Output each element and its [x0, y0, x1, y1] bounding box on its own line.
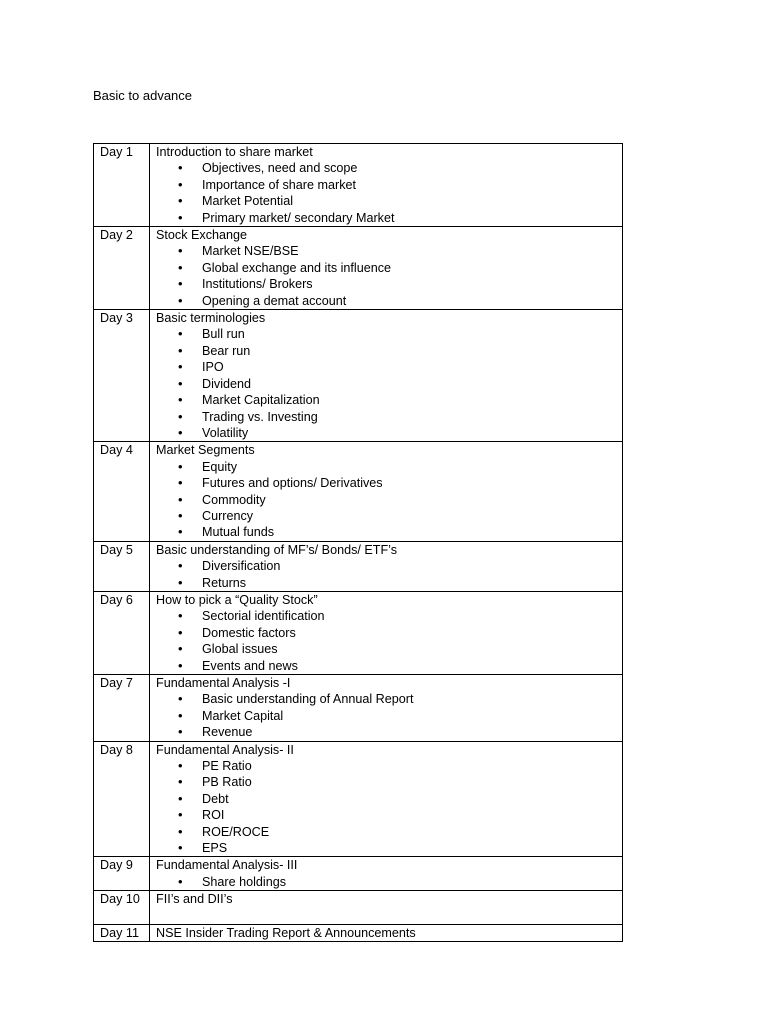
- day-cell: Day 9: [94, 857, 150, 891]
- list-item: • Market Potential: [156, 193, 618, 209]
- topic-cell: [150, 675, 623, 742]
- topic-heading: Market Segments: [156, 443, 255, 458]
- list-item: • ROI: [156, 807, 618, 823]
- document-title: Basic to advance: [93, 88, 193, 103]
- syllabus-table: [93, 143, 623, 942]
- list-item: • Revenue: [156, 724, 618, 740]
- day-cell: Day 8: [94, 741, 150, 857]
- list-item: • Dividend: [156, 376, 618, 392]
- topic-heading: NSE Insider Trading Report & Announcements: [156, 925, 416, 940]
- list-item: • Primary market/ secondary Market: [156, 210, 618, 226]
- list-item: • PE Ratio: [156, 758, 618, 774]
- list-item: • Importance of share market: [156, 177, 618, 193]
- bullet-list: [156, 326, 618, 441]
- topic-cell: [150, 541, 623, 591]
- list-item: • Commodity: [156, 492, 618, 508]
- topic-heading: Fundamental Analysis- II: [156, 742, 294, 757]
- list-item: • Market Capitalization: [156, 392, 618, 408]
- list-item: • Volatility: [156, 425, 618, 441]
- topic-cell: [150, 310, 623, 442]
- table-row: [94, 857, 623, 891]
- topic-cell: [150, 227, 623, 310]
- list-item: • Futures and options/ Derivatives: [156, 475, 618, 491]
- table-row: [94, 310, 623, 442]
- topic-heading: Fundamental Analysis -I: [156, 676, 291, 690]
- day-cell: Day 10: [94, 891, 150, 924]
- table-row: [94, 891, 623, 924]
- list-item: • Global exchange and its influence: [156, 260, 618, 276]
- table-row: [94, 591, 623, 674]
- list-item: • Opening a demat account: [156, 293, 618, 309]
- bullet-list: [156, 160, 618, 226]
- bullet-list: [156, 608, 618, 674]
- list-item: • Market NSE/BSE: [156, 243, 618, 259]
- bullet-list: [156, 758, 618, 856]
- topic-heading: Basic understanding of MF’s/ Bonds/ ETF’s: [156, 542, 398, 557]
- list-item: • Trading vs. Investing: [156, 409, 618, 425]
- list-item: • Equity: [156, 459, 618, 475]
- topic-cell: [150, 442, 623, 541]
- list-item: • Currency: [156, 508, 618, 524]
- topic-cell: [150, 924, 623, 941]
- list-item: • Global issues: [156, 641, 618, 657]
- topic-cell: [150, 591, 623, 674]
- topic-heading: Introduction to share market: [156, 145, 313, 159]
- table-row: [94, 675, 623, 742]
- day-cell: Day 11: [94, 924, 150, 941]
- day-cell: Day 4: [94, 442, 150, 541]
- list-item: • Market Capital: [156, 708, 618, 724]
- syllabus-table-body: [94, 144, 623, 942]
- table-row: [94, 227, 623, 310]
- day-cell: Day 6: [94, 591, 150, 674]
- day-cell: Day 1: [94, 144, 150, 227]
- bullet-list: [156, 558, 618, 591]
- list-item: • PB Ratio: [156, 774, 618, 790]
- day-cell: Day 2: [94, 227, 150, 310]
- bullet-list: [156, 874, 618, 890]
- list-item: • IPO: [156, 359, 618, 375]
- list-item: • EPS: [156, 840, 618, 856]
- list-item: • Institutions/ Brokers: [156, 276, 618, 292]
- topic-cell: [150, 144, 623, 227]
- list-item: • Basic understanding of Annual Report: [156, 691, 618, 707]
- topic-cell: [150, 891, 623, 924]
- table-row: [94, 442, 623, 541]
- topic-heading: FII’s and DII’s: [156, 892, 233, 907]
- list-item: • Mutual funds: [156, 524, 618, 540]
- topic-heading: Basic terminologies: [156, 311, 266, 326]
- list-item: • ROE/ROCE: [156, 824, 618, 840]
- list-item: • Diversification: [156, 558, 618, 574]
- list-item: • Bull run: [156, 326, 618, 342]
- bullet-list: [156, 459, 618, 541]
- topic-heading: How to pick a “Quality Stock”: [156, 592, 318, 607]
- table-row: [94, 144, 623, 227]
- topic-cell: [150, 741, 623, 857]
- table-row: [94, 924, 623, 941]
- list-item: • Debt: [156, 791, 618, 807]
- day-cell: Day 5: [94, 541, 150, 591]
- list-item: • Share holdings: [156, 874, 618, 890]
- list-item: • Bear run: [156, 343, 618, 359]
- bullet-list: [156, 691, 618, 740]
- topic-cell: [150, 857, 623, 891]
- list-item: • Objectives, need and scope: [156, 160, 618, 176]
- day-cell: Day 3: [94, 310, 150, 442]
- list-item: • Sectorial identification: [156, 608, 618, 624]
- table-row: [94, 541, 623, 591]
- blank-line: [156, 908, 618, 924]
- list-item: • Returns: [156, 575, 618, 591]
- bullet-list: [156, 243, 618, 309]
- topic-heading: Stock Exchange: [156, 228, 248, 243]
- list-item: • Domestic factors: [156, 625, 618, 641]
- topic-heading: Fundamental Analysis- III: [156, 858, 298, 873]
- list-item: • Events and news: [156, 658, 618, 674]
- day-cell: Day 7: [94, 675, 150, 742]
- table-row: [94, 741, 623, 857]
